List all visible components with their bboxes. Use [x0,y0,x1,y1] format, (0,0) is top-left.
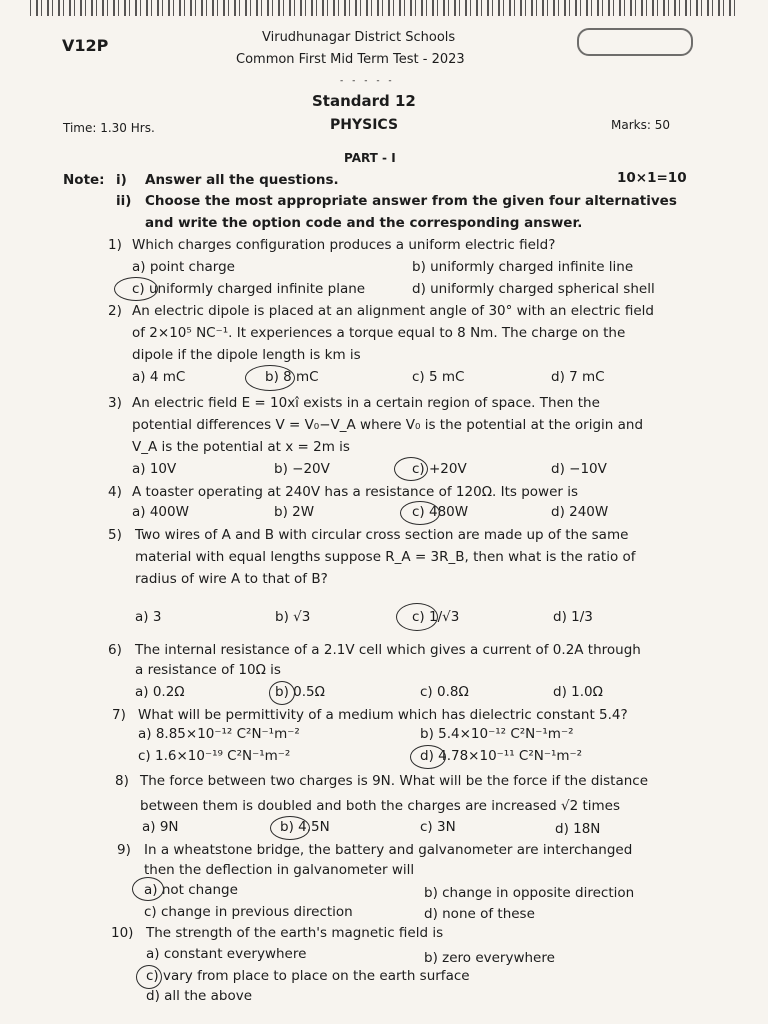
option-c: c) 1.6×10⁻¹⁹ C²N⁻¹m⁻² [138,748,291,764]
note-ii-line1: Choose the most appropriate answer from the given four alternatives [145,193,677,209]
option-a: a) 3 [135,609,162,625]
answer-circle-mark [245,365,295,391]
option-c: c) 5 mC [412,369,465,385]
question-number: 9) [117,842,131,858]
standard: Standard 12 [312,92,416,110]
option-b: b) uniformly charged infinite line [412,259,634,275]
question-text: V_A is the potential at x = 2m is [132,439,350,455]
option-d: d) 18N [555,821,601,837]
option-b: b) 0.5Ω [275,684,325,700]
option-c: c) 3N [420,819,456,835]
option-c: c) vary from place to place on the earth surface [146,968,470,984]
question-number: 10) [111,925,134,941]
question-text: Which charges configuration produces a uniform electric field? [132,237,556,253]
question-number: 6) [108,642,122,658]
note-i-text: Answer all the questions. [145,172,339,188]
question-number: 2) [108,303,122,319]
option-b: b) 5.4×10⁻¹² C²N⁻¹m⁻² [420,726,574,742]
option-a: a) 0.2Ω [135,684,185,700]
option-a: a) 4 mC [132,369,186,385]
question-number: 7) [112,707,126,723]
option-a: a) 8.85×10⁻¹² C²N⁻¹m⁻² [138,726,300,742]
option-d: d) none of these [424,906,535,922]
question-number: 3) [108,395,122,411]
question-text: potential differences V = V₀−V_A where V₀ is the potential at the origin and [132,417,644,433]
option-d: d) 1/3 [553,609,593,625]
question-text: of 2×10⁵ NC⁻¹. It experiences a torque equal to 8 Nm. The charge on the [132,325,626,341]
question-number: 4) [108,484,122,500]
question-text: dipole if the dipole length is km is [132,347,361,363]
total-marks: Marks: 50 [611,118,670,132]
question-text: The force between two charges is 9N. What will be the force if the distance [140,773,649,789]
option-c: c) change in previous direction [144,904,353,920]
option-b: b) √3 [275,609,311,625]
question-text: Two wires of A and B with circular cross section are made up of the same [135,527,629,543]
option-d: d) −10V [551,461,607,477]
option-d: d) uniformly charged spherical shell [412,281,655,297]
part-title: PART - I [344,151,396,165]
score-formula: 10×1=10 [617,170,687,186]
question-text: material with equal lengths suppose R_A = 3R_B, then what is the ratio of [135,549,636,565]
answer-circle-mark [270,816,310,840]
question-number: 5) [108,527,122,543]
question-text: In a wheatstone bridge, the battery and galvanometer are interchanged [144,842,633,858]
answer-circle-mark [410,745,446,769]
option-d: d) 7 mC [551,369,605,385]
option-b: b) 2W [274,504,315,520]
option-c: c) +20V [412,461,467,477]
top-barcode [30,0,740,16]
option-a: a) 9N [142,819,179,835]
option-a: a) not change [144,882,238,898]
answer-circle-mark [114,277,158,301]
option-a: a) point charge [132,259,235,275]
answer-circle-mark [132,877,164,901]
answer-circle-mark [136,965,162,989]
option-a: a) 10V [132,461,177,477]
question-text: a resistance of 10Ω is [135,662,281,678]
option-b: b) zero everywhere [424,950,555,966]
note-label: Note: [63,172,105,188]
option-c: c) 480W [412,504,469,520]
question-text: The internal resistance of a 2.1V cell which gives a current of 0.2A through [135,642,641,658]
question-text: between them is doubled and both the charges are increased √2 times [140,798,620,814]
answer-circle-mark [394,457,428,481]
option-d: d) all the above [146,988,253,1004]
option-b: b) 4.5N [280,819,330,835]
question-text: then the deflection in galvanometer will [144,862,415,878]
handwritten-roll-number [577,28,693,56]
question-text: The strength of the earth's magnetic field is [146,925,444,941]
option-c: c) uniformly charged infinite plane [132,281,366,297]
option-a: a) 400W [132,504,189,520]
note-ii-line2: and write the option code and the corresponding answer. [145,215,583,231]
option-b: b) 8 mC [265,369,319,385]
option-d: d) 240W [551,504,609,520]
question-text: radius of wire A to that of B? [135,571,328,587]
exam-name: Common First Mid Term Test - 2023 [236,52,465,67]
note-i-num: i) [116,172,127,188]
option-a: a) constant everywhere [146,946,307,962]
subject: PHYSICS [330,117,399,133]
question-number: 1) [108,237,122,253]
option-d: d) 4.78×10⁻¹¹ C²N⁻¹m⁻² [420,748,583,764]
time-allowed: Time: 1.30 Hrs. [63,121,155,135]
answer-circle-mark [269,681,295,705]
question-number: 8) [115,773,129,789]
question-text: An electric field E = 10xî exists in a certain region of space. Then the [132,395,600,411]
answer-circle-mark [400,501,440,525]
district-name: Virudhunagar District Schools [262,30,456,45]
option-c: c) 0.8Ω [420,684,469,700]
option-b: b) −20V [274,461,330,477]
option-b: b) change in opposite direction [424,885,635,901]
paper-code: V12P [62,36,109,55]
note-ii-num: ii) [116,193,132,209]
option-d: d) 1.0Ω [553,684,603,700]
option-c: c) 1/√3 [412,609,460,625]
question-text: What will be permittivity of a medium which has dielectric constant 5.4? [138,707,628,723]
question-text: An electric dipole is placed at an alignment angle of 30° with an electric field [132,303,654,319]
answer-circle-mark [396,603,438,631]
question-text: A toaster operating at 240V has a resistance of 120Ω. Its power is [132,484,579,500]
divider: - - - - - [340,76,395,86]
